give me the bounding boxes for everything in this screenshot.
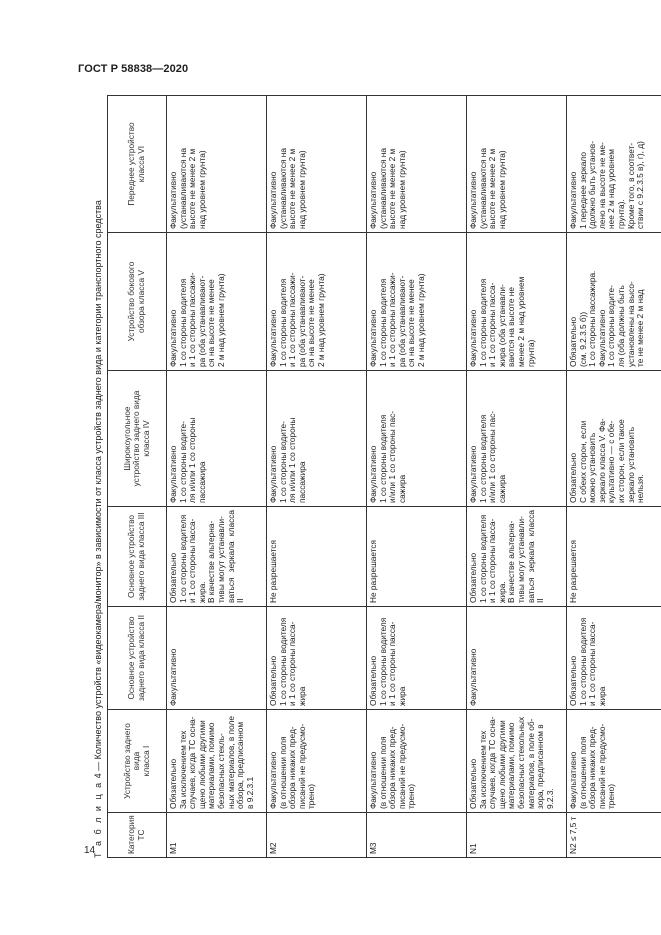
cell-line: (устанавливаются на — [377, 148, 388, 229]
category-cell: M2 — [267, 813, 367, 858]
cell-class-ii — [567, 607, 661, 710]
cell-line: и/или 1 со стороны пас- — [487, 410, 498, 503]
cell-class-vi — [167, 96, 267, 233]
cell-line: и 1 со стороны пасса- — [287, 621, 298, 706]
cell-class-iii — [167, 507, 267, 607]
cell-line: пассажира — [296, 461, 307, 503]
cell-line: Факультативно — [168, 171, 178, 229]
cell-line: обзора никаких пред- — [287, 726, 298, 809]
cell-line: Обязательно — [568, 452, 578, 503]
table-row — [467, 96, 567, 858]
cell-class-iv — [467, 371, 567, 507]
cell-line: Факультативно — [468, 648, 478, 706]
cell-line: случаев, когда ТС осна- — [187, 716, 198, 809]
cell-line: над уровнем грунта) — [496, 150, 507, 229]
cell-line: В качестве альтерна- — [206, 520, 217, 603]
cell-line: Факультативно — [568, 171, 578, 229]
cell-line: ваться зеркала класса II — [525, 510, 546, 603]
cell-line: С обеих сторон, если — [577, 420, 588, 503]
cell-class-ii — [367, 607, 467, 710]
cell-line: (в отношении поля — [577, 736, 588, 809]
cell-line: материалами, помимо — [206, 722, 217, 809]
cell-line: грунта) — [525, 339, 536, 367]
cell-line: Обязательно — [168, 552, 178, 603]
cell-line: ля и/или 1 со стороны — [187, 417, 198, 503]
table-row — [367, 96, 467, 858]
cell-line: тивы могут устанавли- — [515, 516, 526, 603]
cell-line: над уровнем грунта) — [196, 150, 207, 229]
header-line: ТС — [136, 829, 146, 841]
header-line: Устройство заднего вида — [121, 723, 142, 799]
cell-line: ся на высоте не менее — [406, 279, 417, 367]
cell-line: 1 со стороны водите- — [277, 421, 288, 503]
cell-line: Факультативно — [596, 309, 607, 367]
cell-line: зеркало установить — [625, 426, 636, 503]
cell-line: писаний не предусмо- — [596, 723, 607, 809]
cell-line: обзора, предписанном — [235, 721, 246, 809]
cell-line: жира — [296, 686, 307, 706]
cell-line: ся на высоте не менее — [306, 279, 317, 367]
cell-line: 1 со стороны водителя — [377, 414, 388, 503]
cell-line: (в отношении поля — [277, 736, 288, 809]
cell-line: Обязательно — [468, 552, 478, 603]
category-cell: M3 — [367, 813, 467, 858]
cell-line: и 1 со стороны пасса- — [487, 282, 498, 367]
cell-class-i — [367, 710, 467, 813]
cell-line: пассажира — [196, 461, 207, 503]
cell-line: писаний не предусмо- — [396, 723, 407, 809]
cell-line: 1 со стороны пассажира. — [587, 270, 598, 367]
cell-line: высоте не менее 2 м — [287, 148, 298, 229]
column-header-class-ii — [108, 607, 167, 710]
table-row — [267, 96, 367, 858]
cell-line: обзора никаких пред- — [387, 726, 398, 809]
cell-line: установлены на высо- — [625, 281, 636, 367]
cell-line: ваются на высоте не — [506, 287, 517, 367]
cell-line: Обязательно — [268, 655, 278, 706]
cell-line: случаев, когда ТС осна- — [487, 716, 498, 809]
cell-line: (устанавливаются на — [177, 148, 188, 229]
cell-line: и 1 со стороны пассажи- — [187, 272, 198, 367]
cell-line: Не разрешается — [368, 539, 378, 603]
header-line: устройство заднего вида — [131, 390, 142, 487]
category-cell: N2 ≤ 7,5 т — [567, 813, 661, 858]
column-header-class-iii — [108, 507, 167, 607]
cell-line: ра (оба устанавливают- — [396, 275, 407, 367]
cell-line: Не разрешается — [268, 539, 278, 603]
column-header-category — [108, 813, 167, 858]
cell-line: Обязательно — [568, 655, 578, 706]
cell-line: материалов, в поле об- — [525, 718, 536, 809]
cell-class-ii — [467, 607, 567, 710]
cell-line: 1 со стороны водителя — [377, 278, 388, 367]
cell-class-v — [267, 233, 367, 371]
cell-line: Не разрешается — [568, 539, 578, 603]
cell-line: ля (оба должны быть — [615, 285, 626, 367]
cell-line: обзора никаких пред- — [587, 726, 598, 809]
cell-line: их сторон, если такое — [615, 419, 626, 503]
cell-line: безопасных стекольных — [515, 716, 526, 809]
cell-line: высоте не менее 2 м — [487, 148, 498, 229]
column-header-class-i — [108, 710, 167, 813]
header-line: Основное устройство — [126, 514, 137, 599]
cell-line: зеркало класса V. Фа- — [596, 418, 607, 503]
cell-line: Факультативно — [268, 309, 278, 367]
cell-line: 1 со стороны водителя — [577, 617, 588, 706]
cell-line: Факультативно — [468, 171, 478, 229]
cell-class-iii — [567, 507, 661, 607]
table-row — [167, 96, 267, 858]
cell-line: (в отношении поля — [377, 736, 388, 809]
cell-line: ваться зеркала класса II — [225, 510, 246, 603]
header-line: заднего вида класса III — [136, 512, 146, 601]
cell-class-iv — [267, 371, 367, 507]
page-number: 14 — [84, 845, 96, 856]
cell-line: над уровнем грунта) — [396, 150, 407, 229]
cell-line: жира (оба устанавли- — [496, 284, 507, 367]
cell-line: можно установить — [587, 432, 598, 503]
cell-line: 1 со стороны водителя — [477, 278, 488, 367]
cell-line: Обязательно — [568, 316, 578, 367]
cell-line: тивы могут устанавли- — [215, 516, 226, 603]
cell-line: над уровнем грунта) — [296, 150, 307, 229]
column-header-class-iv — [108, 371, 167, 507]
cell-line: высоте не менее 2 м — [187, 148, 198, 229]
cell-line: нельзя. — [635, 474, 646, 503]
cell-line: 1 со стороны водите- — [606, 285, 617, 367]
cell-line: ся на высоте не менее — [206, 279, 217, 367]
cell-line: трено) — [606, 784, 617, 809]
cell-line: щено любыми другими — [196, 720, 207, 809]
cell-class-vi — [467, 96, 567, 233]
cell-line: писаний не предусмо- — [296, 723, 307, 809]
cell-line: 1 со стороны водителя — [177, 514, 188, 603]
cell-line: Факультативно — [168, 445, 178, 503]
cell-line: Факультативно — [368, 309, 378, 367]
cell-line: жира. — [496, 581, 507, 603]
table-row — [567, 96, 661, 858]
cell-class-iv — [167, 371, 267, 507]
standard-header: ГОСТ Р 58838—2020 — [78, 63, 189, 75]
table-body — [167, 96, 661, 858]
cell-line: За исключением тех — [477, 730, 488, 809]
cell-class-ii — [167, 607, 267, 710]
cell-line: трено) — [306, 784, 317, 809]
cell-line: Факультативно — [368, 171, 378, 229]
cell-line: Обязательно — [468, 758, 478, 809]
cell-class-v — [167, 233, 267, 371]
cell-line: лено на высоте не ме- — [596, 142, 607, 229]
cell-line: 2 м над уровнем грунта) — [215, 273, 226, 367]
cell-line: трено) — [406, 784, 417, 809]
cell-class-i — [167, 710, 267, 813]
cell-class-i — [567, 710, 661, 813]
cell-line: и 1 со стороны пасса- — [587, 621, 598, 706]
cell-line: и 1 со стороны пассажи- — [287, 272, 298, 367]
cell-line: 2 м над уровнем грунта) — [415, 273, 426, 367]
cell-line: Обязательно — [168, 758, 178, 809]
cell-line: и 1 со стороны пасса- — [187, 518, 198, 603]
header-line: обзора класса V — [136, 270, 146, 333]
cell-line: В качестве альтерна- — [506, 520, 517, 603]
table-header-row — [108, 96, 167, 858]
header-line: Основное устройство — [126, 616, 137, 700]
header-line: класса VI — [136, 145, 146, 183]
cell-line: (устанавливаются на — [277, 148, 288, 229]
cell-line: сажира — [496, 474, 507, 503]
cell-line: 1 со стороны водителя — [477, 414, 488, 503]
cell-class-iv — [367, 371, 467, 507]
cell-line: Факультативно — [268, 445, 278, 503]
table-caption — [93, 96, 107, 858]
column-header-class-v — [108, 233, 167, 371]
cell-line: и 1 со стороны пассажи- — [387, 272, 398, 367]
cell-line: безопасных стекль- — [215, 733, 226, 809]
header-line: заднего вида класса II — [136, 614, 146, 702]
cell-class-vi — [267, 96, 367, 233]
column-header-class-vi — [108, 96, 167, 233]
cell-line: (должно быть установ- — [587, 141, 598, 229]
cell-line: 1 переднее зеркало — [577, 152, 588, 229]
cell-line: грунта). — [615, 199, 626, 229]
cell-class-iii — [467, 507, 567, 607]
cell-class-i — [467, 710, 567, 813]
cell-line: 1 со стороны водителя — [377, 617, 388, 706]
header-line: Широкоугольное — [121, 406, 132, 471]
header-line: Переднее устройство — [126, 122, 137, 206]
cell-line: и/или 1 со стороны пас- — [387, 410, 398, 503]
cell-line: менее 2 м над уровнем — [515, 276, 526, 367]
cell-line: высоте не менее 2 м — [387, 148, 398, 229]
cell-class-v — [367, 233, 467, 371]
cell-line: жира. — [196, 581, 207, 603]
cell-line: 1 со стороны водителя — [177, 278, 188, 367]
cell-line: нее 2 м над уровнем — [606, 149, 617, 229]
header-line: класса I — [140, 745, 151, 777]
cell-class-vi — [567, 96, 661, 233]
cell-line: (устанавливаются на — [477, 148, 488, 229]
cell-line: Факультативно — [368, 445, 378, 503]
header-line: Категория — [126, 815, 137, 854]
cell-line: 1 со стороны водителя — [277, 617, 288, 706]
cell-line: жира — [596, 686, 607, 706]
cell-line: щено любыми другими — [496, 720, 507, 809]
devices-table — [107, 95, 661, 858]
cell-line: ных материалов, в поле — [225, 716, 236, 809]
cell-class-iii — [267, 507, 367, 607]
cell-line: За исключением тех — [177, 730, 188, 809]
cell-line: те не менее 2 м над — [635, 289, 646, 367]
cell-line: Факультативно — [468, 445, 478, 503]
cell-class-vi — [367, 96, 467, 233]
cell-line: Факультативно — [168, 309, 178, 367]
cell-line: Факультативно — [268, 171, 278, 229]
cell-line: зора, предписанном в — [535, 724, 546, 809]
cell-line: 1 со стороны водите- — [177, 421, 188, 503]
cell-line: ствии с 9.2.3.5 в), г), д) — [635, 141, 646, 229]
cell-line: Обязательно — [368, 655, 378, 706]
caption-prefix: Т а б л и ц а — [93, 780, 103, 858]
header-line: класса IV — [140, 420, 151, 457]
cell-line: ля и/или 1 со стороны — [287, 417, 298, 503]
cell-line: Кроме того, в соответ- — [625, 142, 636, 229]
cell-line: Факультативно — [268, 751, 278, 809]
caption-text: 4 — Количество устройств «видеокамера/монитор» в зависимости от класса устройств заднего вида и категории транспортного средства — [93, 200, 103, 781]
cell-line: 1 со стороны водителя — [477, 514, 488, 603]
cell-line: материалами, помимо — [506, 722, 517, 809]
cell-line: Факультативно — [368, 751, 378, 809]
header-line: Устройство бокового — [126, 261, 137, 342]
category-cell: N1 — [467, 813, 567, 858]
cell-class-iv — [567, 371, 661, 507]
cell-class-iii — [367, 507, 467, 607]
cell-class-ii — [267, 607, 367, 710]
cell-line: жира — [396, 686, 407, 706]
cell-class-v — [467, 233, 567, 371]
cell-line: культативно — с обе- — [606, 420, 617, 503]
cell-line: Факультативно — [168, 648, 178, 706]
cell-line: (см. 9.2.3.5 б)) — [577, 311, 588, 367]
cell-class-i — [267, 710, 367, 813]
cell-line: Факультативно — [568, 751, 578, 809]
rotated-table-block — [93, 96, 646, 858]
cell-line: Факультативно — [468, 309, 478, 367]
cell-line: и 1 со стороны пасса- — [487, 518, 498, 603]
cell-line: 1 со стороны водителя — [277, 278, 288, 367]
cell-class-v — [567, 233, 661, 371]
cell-line: в 9.2.3.1 — [244, 776, 255, 809]
cell-line: 9.2.3. — [544, 788, 555, 809]
cell-line: сажира — [396, 474, 407, 503]
cell-line: ра (оба устанавливают- — [196, 275, 207, 367]
cell-line: и 1 со стороны пасса- — [387, 621, 398, 706]
cell-line: 2 м над уровнем грунта) — [315, 273, 326, 367]
cell-line: ра (оба устанавливают- — [296, 275, 307, 367]
category-cell: M1 — [167, 813, 267, 858]
